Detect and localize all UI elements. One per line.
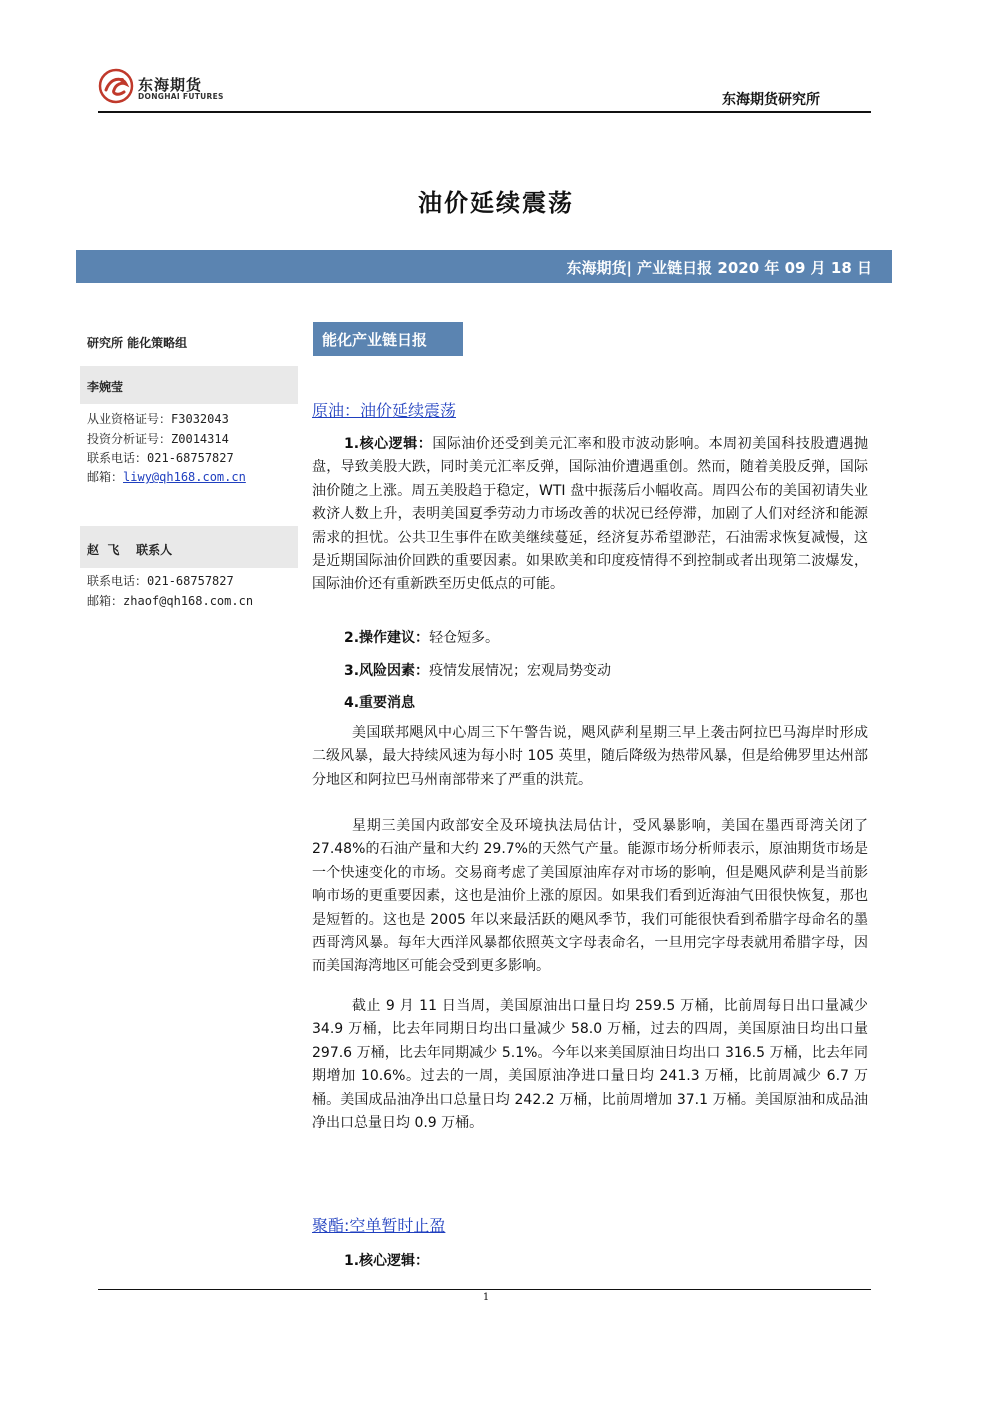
analyst1-email [87,468,246,485]
risk-factors [344,660,611,680]
phone-value: 021-68757827 [147,574,234,588]
report-banner [76,250,892,283]
banner-text: 东海期货| 产业链日报 2020 年 09 月 18 日 [566,259,872,277]
email-value: zhaof@qh168.com.cn [123,594,254,608]
analyst2-name: 赵 飞 联系人 [87,543,173,557]
risk-label: 3.风险因素： [344,663,430,679]
core-logic-text: 国际油价还受到美元汇率和股市波动影响。本周初美国科技股遭遇抛盘，导致美股大跌，同时美元汇率反弹，国际油价遭遇重创。然而，随着美股反弹，国际油价随之上涨。周五美股趋于稳定，WTI 盘中振荡后小幅收高。周四公布的美国初请失业救济人数上升，表明美国夏季劳动力市场改善的状况已经停滞，加剧了人们对经济和能源需求的担忧。公共卫生事件在欧美继续蔓延，经济复苏希望渺茫，石油需求恢复减慢，这是近期国际油价回跌的重要因素。如果欧美和印度疫情得不到控制或者出现第二波爆发，国际油价还有重新跌至历史低点的可能。 [312,436,869,593]
analyst1-phone [87,449,234,466]
company-logo [98,68,228,108]
polyester-core-label: 1.核心逻辑： [344,1253,430,1269]
operation-text: 轻仓短多。 [429,630,500,646]
header-rule [98,111,871,113]
news-paragraph-2: 星期三美国内政部安全及环境执法局估计，受风暴影响，美国在墨西哥湾关闭了 27.48%的石油产量和大约 29.7%的天然气产量。能源市场分析师表示，原油期货市场是一个快速变化的市场。交易商考虑了美国原油库存对市场的影响，但是飓风萨利是当前影响市场的更重要因素，这也是油价上涨的原因。如果我们看到近海油气田很快恢复，那也是短暂的。这也是 2005 年以来最活跃的飓风季节，我们可能很快看到希腊字母命名的墨西哥湾风暴。每年大西洋风暴都依照英文字母表命名，一旦用完字母表就用希腊字母，因而美国海湾地区可能会受到更多影响。 [312,818,868,975]
cert-value: F3032043 [171,412,229,426]
phone-label: 联系电话： [87,574,148,588]
operation-label: 2.操作建议： [344,630,430,646]
email-link[interactable]: liwy@qh168.com.cn [123,470,246,484]
core-logic-label: 1.核心逻辑： [344,436,433,452]
document-title: 油价延续震荡 [418,188,574,217]
phone-label: 联系电话： [87,451,148,465]
dragon-logo-icon [98,68,134,104]
core-logic-paragraph [312,433,868,597]
analyst2-phone [87,572,234,589]
polyester-heading-link[interactable]: 聚酯:空单暂时止盈 [312,1216,446,1235]
phone-value: 021-68757827 [147,451,234,465]
email-label: 邮箱： [87,594,124,608]
analyst1-cert [87,410,229,427]
logo-cn-text: 东海期货 [138,76,203,94]
crude-heading-link[interactable]: 原油：油价延续震荡 [312,401,457,420]
news-label: 4.重要消息 [344,695,416,711]
institute-name: 东海期货研究所 [722,92,820,108]
email-label: 邮箱： [87,470,124,484]
news-paragraph-1: 美国联邦飓风中心周三下午警告说，飓风萨利星期三早上袭击阿拉巴马海岸时形成二级风暴，最大持续风速为每小时 105 英里，随后降级为热带风暴，但是给佛罗里达州部分地区和阿拉巴马州南部带来了严重的洪荒。 [312,725,868,788]
polyester-core-logic [344,1250,429,1270]
page-number: 1 [482,1292,490,1303]
research-group: 研究所 能化策略组 [87,336,188,350]
operation-advice [344,627,499,647]
cert-label: 从业资格证号： [87,412,172,426]
risk-text: 疫情发展情况；宏观局势变动 [429,663,612,679]
analyst2-email [87,592,253,609]
footer-rule [98,1289,871,1290]
analyst1-invest-cert [87,430,229,447]
logo-en-text: DONGHAI FUTURES [138,92,224,101]
section-tag-label: 能化产业链日报 [322,331,428,349]
news-heading [344,692,415,712]
invest-cert-label: 投资分析证号： [87,432,172,446]
analyst1-name: 李婉莹 [87,380,124,394]
section-tag [313,322,463,356]
invest-cert-value: Z0014314 [171,432,229,446]
news-paragraph-3: 截止 9 月 11 日当周，美国原油出口量日均 259.5 万桶，比前周每日出口量减少 34.9 万桶，比去年同期日均出口量减少 58.0 万桶，过去的四周，美国原油日均出口量 297.6 万桶，比去年同期减少 5.1%。今年以来美国原油日均出口 316.5 万桶，比去年同期增加 10.6%。过去的一周，美国原油净进口量日均 241.3 万桶，比前周减少 6.7 万桶。美国成品油净出口总量日均 242.2 万桶，比前周增加 37.1 万桶。美国原油和成品油净出口总量日均 0.9 万桶。 [312,998,868,1132]
